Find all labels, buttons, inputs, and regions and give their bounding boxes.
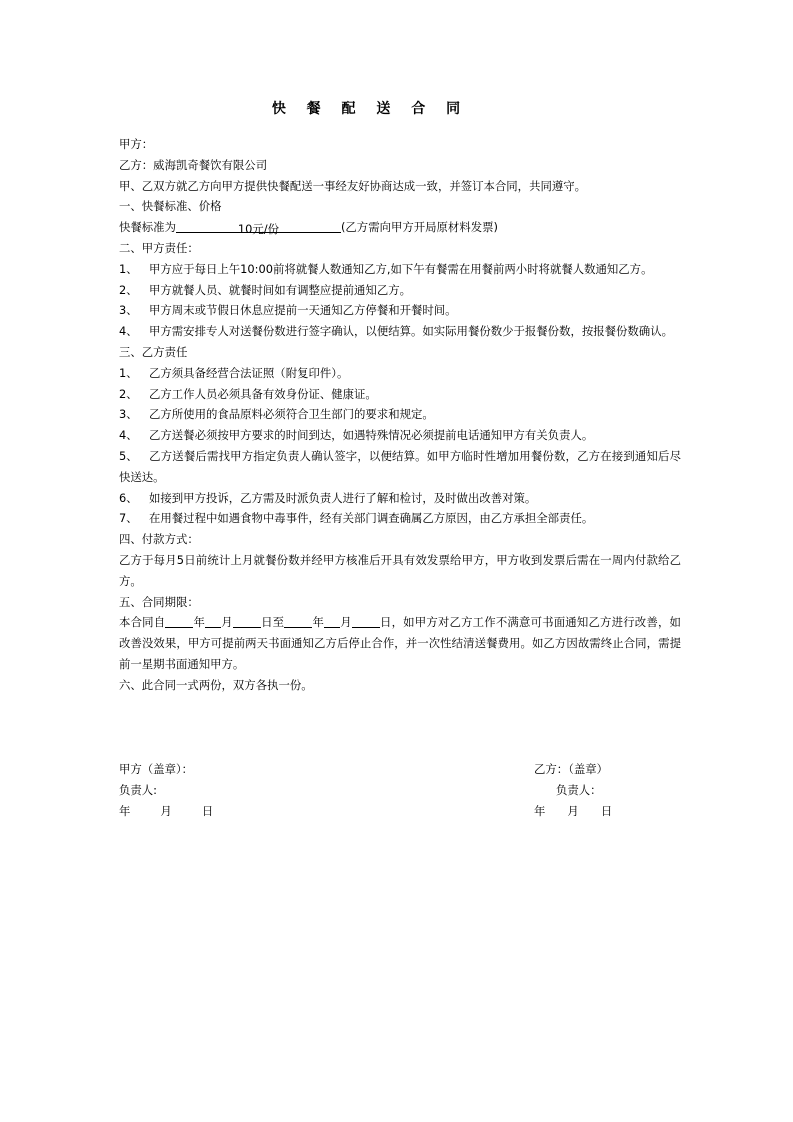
list-item xyxy=(119,300,681,321)
term-month: 月 xyxy=(340,615,352,630)
item-text: 乙方送餐后需找甲方指定负责人确认签字，以便结算。如甲方临时性增加用餐份数，乙方在接到通知后尽快送达。 xyxy=(119,448,681,484)
date-month: 月 xyxy=(567,803,579,818)
item-text: 乙方须具备经营合法证照（附复印件）。 xyxy=(149,365,349,380)
section-6-text: 六、此合同一式两份，双方各执一份。 xyxy=(119,677,313,692)
list-item xyxy=(119,446,681,488)
term-month: 月 xyxy=(221,615,233,630)
list-item xyxy=(119,508,681,529)
term-year: 年 xyxy=(193,615,206,630)
item-text: 甲方周末或节假日休息应提前一天通知乙方停餐和开餐时间。 xyxy=(149,303,457,318)
price-value: 10元/份 xyxy=(176,219,341,233)
list-item xyxy=(119,280,681,301)
item-text: 甲方需安排专人对送餐份数进行签字确认，以便结算。如实际用餐份数少于报餐份数，按报餐份数确认。 xyxy=(149,324,673,339)
list-item xyxy=(119,425,681,446)
item-number: 6、 xyxy=(119,490,138,505)
item-text: 乙方送餐必须按甲方要求的时间到达，如遇特殊情况必须提前电话通知甲方有关负责人。 xyxy=(149,428,594,443)
term-year: 年 xyxy=(312,615,325,630)
party-a-date xyxy=(119,801,213,822)
term-blank xyxy=(165,614,193,628)
document-title: 快 餐 配 送 合 同 xyxy=(271,101,469,117)
section-5-heading: 五、合同期限： xyxy=(119,594,199,609)
intro-line: 甲、乙双方就乙方向甲方提供快餐配送一事经友好协商达成一致，并签订本合同，共同遵守。 xyxy=(119,178,587,193)
term-blank xyxy=(233,614,261,628)
price-prefix: 快餐标准为 xyxy=(119,220,176,235)
date-year: 年 xyxy=(534,803,546,818)
item-number: 2、 xyxy=(119,282,138,297)
item-number: 1、 xyxy=(119,261,138,276)
term-prefix: 本合同自 xyxy=(119,615,166,630)
party-b-date xyxy=(534,801,612,822)
item-number: 1、 xyxy=(119,365,138,380)
date-year: 年 xyxy=(119,803,131,818)
item-text: 乙方所使用的食品原料必须符合卫生部门的要求和规定。 xyxy=(149,407,434,422)
section-2-heading: 二、甲方责任： xyxy=(119,240,199,255)
section-1-heading: 一、快餐标准、价格 xyxy=(119,199,222,214)
item-number: 4、 xyxy=(119,428,138,443)
item-number: 3、 xyxy=(119,303,138,318)
section-3-heading: 三、乙方责任 xyxy=(119,344,188,359)
item-number: 7、 xyxy=(119,511,138,526)
party-b-line: 乙方：威海凯奇餐饮有限公司 xyxy=(119,157,268,172)
item-number: 4、 xyxy=(119,324,138,339)
price-line xyxy=(119,217,681,238)
item-text: 甲方应于每日上午10:00前将就餐人数通知乙方,如下午有餐需在用餐前两小时将就餐人数通知乙方。 xyxy=(149,261,653,276)
list-item xyxy=(119,259,681,280)
item-text: 甲方就餐人员、就餐时间如有调整应提前通知乙方。 xyxy=(149,282,411,297)
list-item xyxy=(119,488,681,509)
contract-term xyxy=(119,612,681,674)
date-day: 日 xyxy=(600,803,613,818)
date-day: 日 xyxy=(201,803,214,818)
item-number: 2、 xyxy=(119,386,138,401)
section-4-heading: 四、付款方式： xyxy=(119,532,199,547)
party-b-seal: 乙方：（盖章） xyxy=(534,762,609,776)
date-month: 月 xyxy=(160,803,172,818)
item-number: 5、 xyxy=(119,448,138,463)
payment-terms: 乙方于每月5日前统计上月就餐份数并经甲方核准后开具有效发票给甲方，甲方收到发票后需在一周内付款给乙方。 xyxy=(119,552,681,588)
term-rest: ，如甲方对乙方工作不满意可书面通知乙方进行改善，如改善没效果，甲方可提前两天书面通知乙方后停止合作，并一次性结清送餐费用。如乙方因故需终止合同，需提前一星期书面通知甲方。 xyxy=(119,615,681,671)
party-a-seal: 甲方（盖章）： xyxy=(119,762,194,776)
list-item xyxy=(119,321,681,342)
term-blank xyxy=(205,614,221,628)
term-blank xyxy=(324,614,340,628)
party-a-line: 甲方： xyxy=(119,137,154,151)
list-item xyxy=(119,384,681,405)
term-blank xyxy=(284,614,312,628)
party-a-person: 负责人: xyxy=(119,782,158,797)
term-day: 日 xyxy=(379,615,392,630)
party-b-person: 负责人： xyxy=(556,782,602,797)
item-text: 如接到甲方投诉，乙方需及时派负责人进行了解和检讨，及时做出改善对策。 xyxy=(149,490,537,505)
contract-body xyxy=(119,134,681,696)
term-blank xyxy=(352,614,380,628)
item-text: 乙方工作人员必须具备有效身份证、健康证。 xyxy=(149,386,377,401)
item-number: 3、 xyxy=(119,407,138,422)
item-text: 在用餐过程中如遇食物中毒事件，经有关部门调查确属乙方原因，由乙方承担全部责任。 xyxy=(149,511,594,526)
list-item xyxy=(119,363,681,384)
party-b-signature xyxy=(534,759,612,821)
price-suffix: (乙方需向甲方开局原材料发票) xyxy=(340,220,498,235)
term-day-to: 日至 xyxy=(260,615,285,630)
list-item xyxy=(119,404,681,425)
party-a-signature xyxy=(119,759,213,821)
